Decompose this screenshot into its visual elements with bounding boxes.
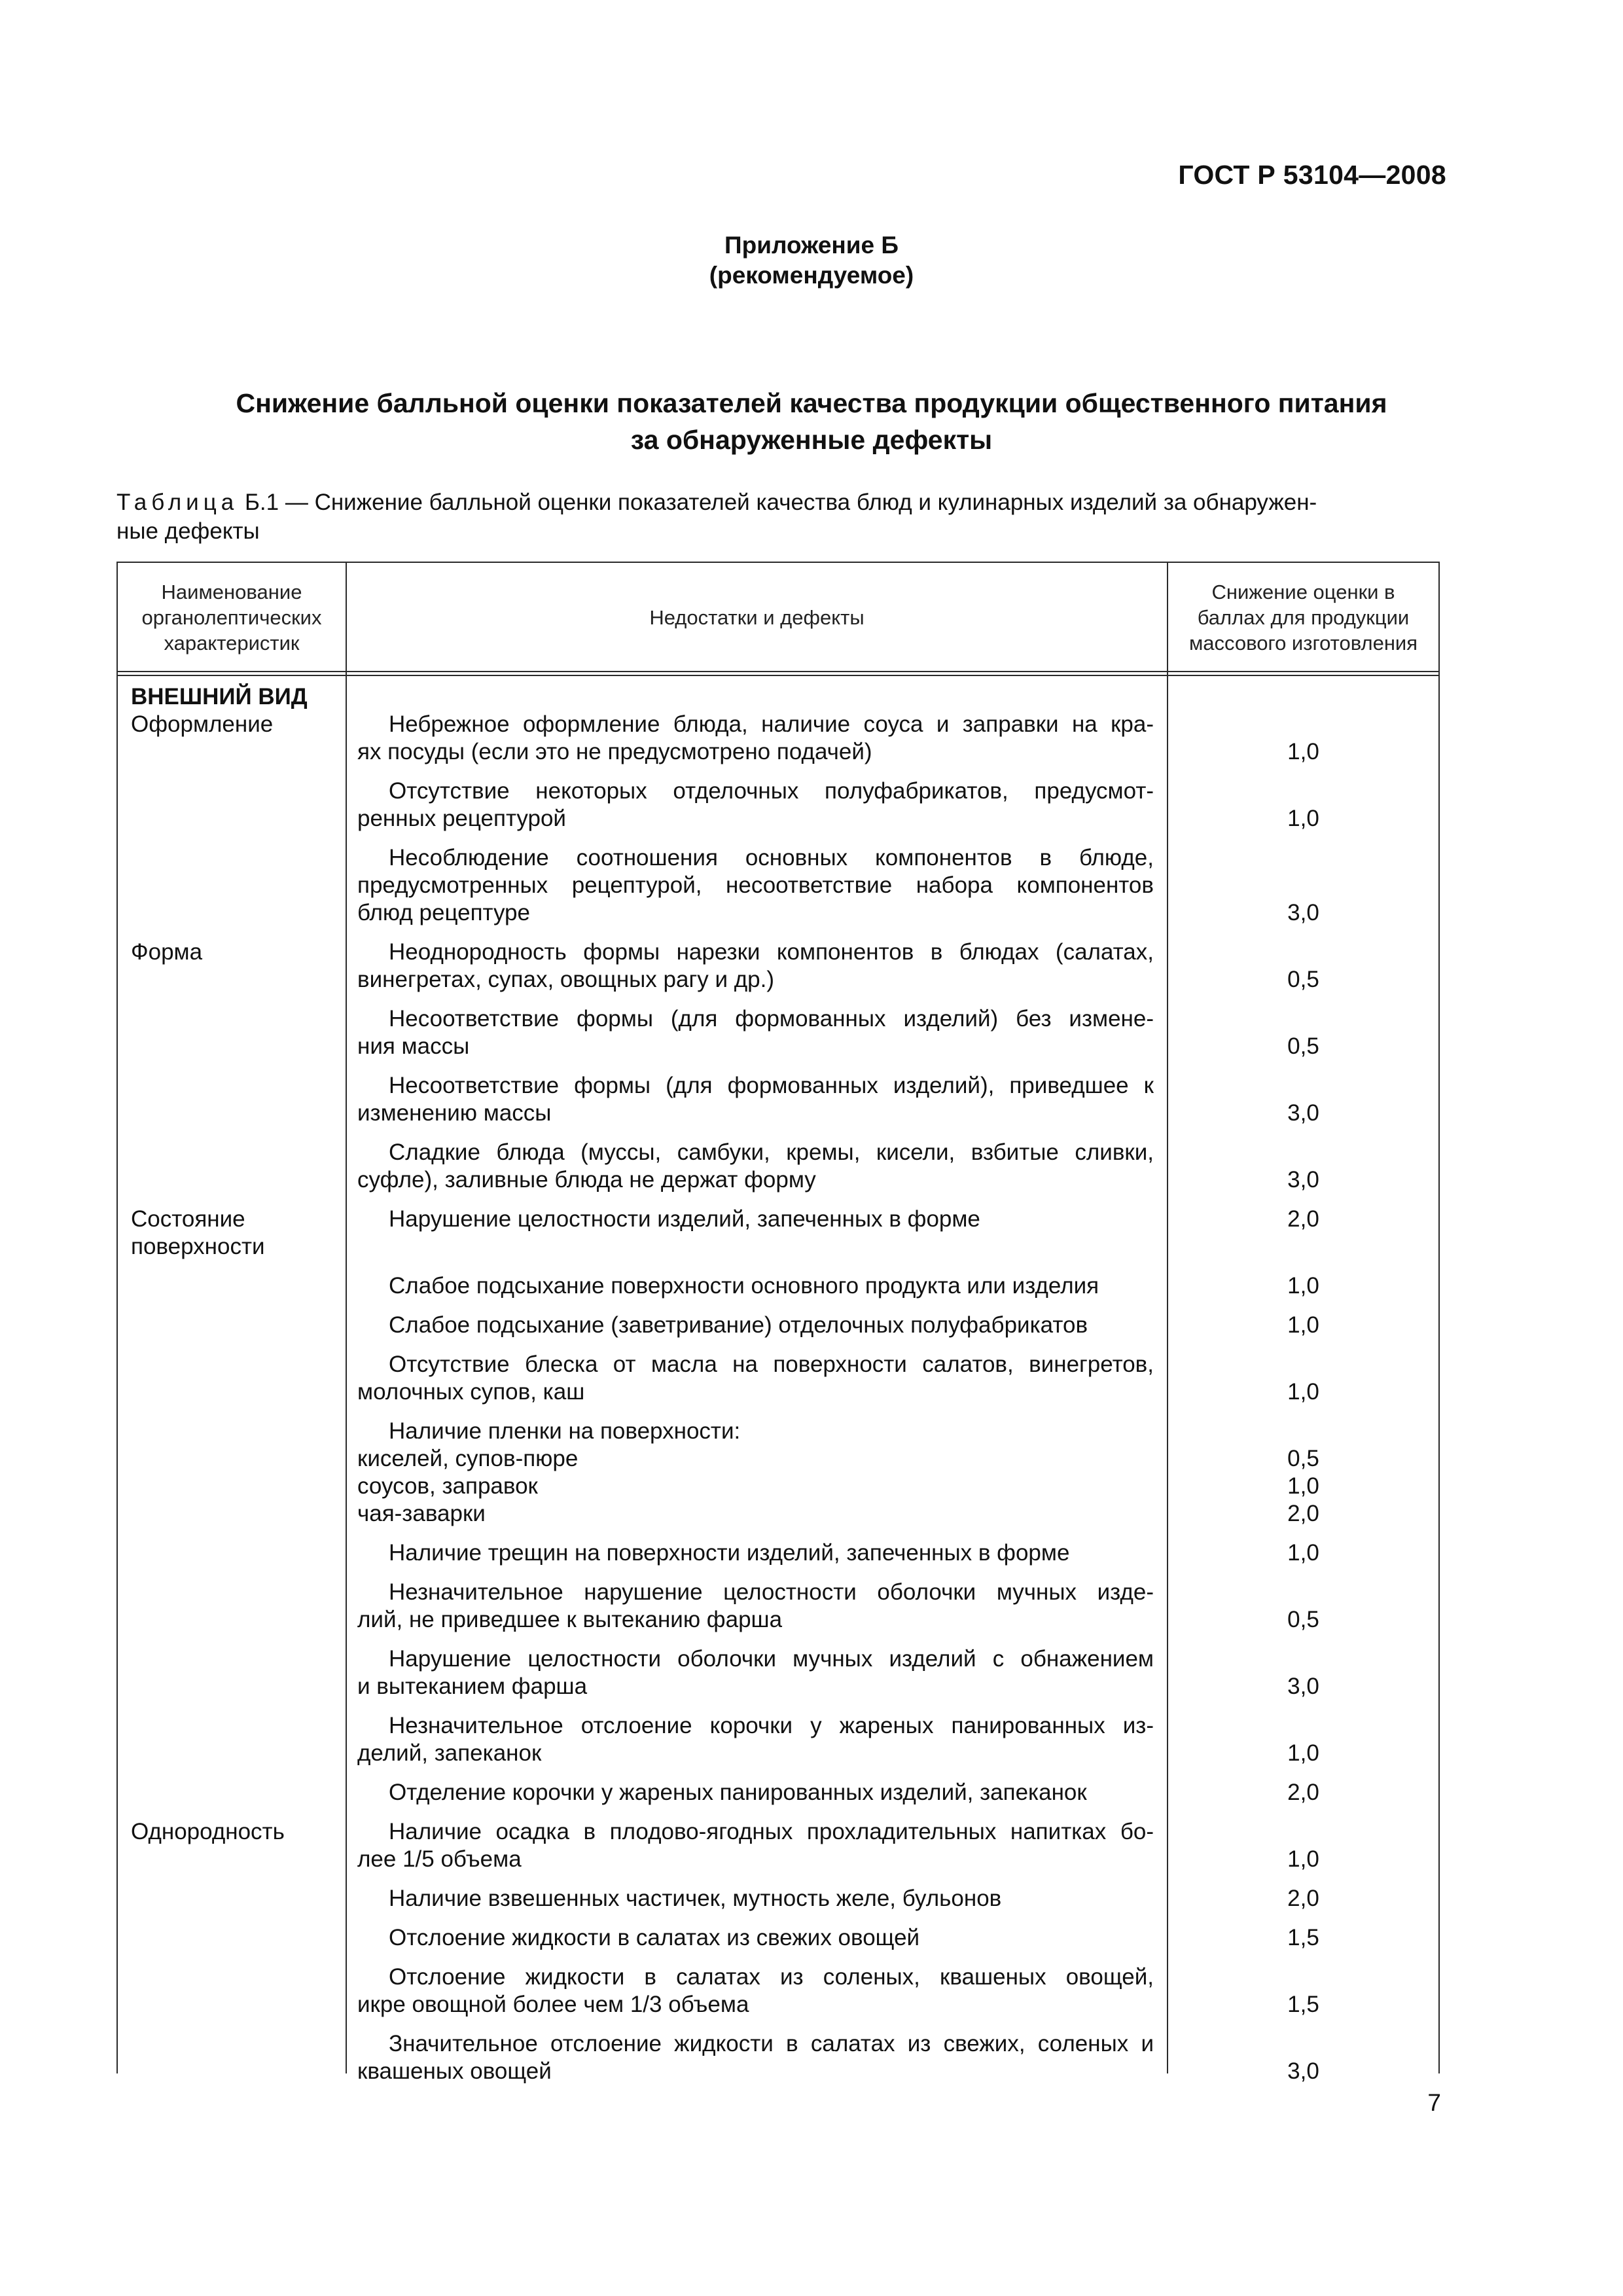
row-defect [346,2030,1167,2085]
row-defect-line: Наличие взвешенных частичек, мутность желе, бульонов [389,1886,1002,1911]
header-score-reduction [1168,562,1438,673]
row-defect-line: Сладкие блюда (муссы, самбуки, кремы, кисели, взбитые сливки, [389,1139,1154,1165]
row-defect-line: Нарушение целостности оболочки мучных изделий с обнажением [389,1646,1154,1672]
row-category [116,2030,346,2085]
appendix-heading [0,230,1623,291]
score-value: 3,0 [1287,1100,1319,1126]
row-score [1167,1885,1440,1912]
row-category [116,1712,346,1767]
score-spacer [1167,1712,1440,1740]
row-defect [346,1418,1167,1528]
table-row [116,1072,1440,1127]
row-score [1167,711,1440,766]
row-defect [346,778,1167,833]
row-category [116,1418,346,1528]
table-row [116,1139,1440,1194]
row-score [1167,1005,1440,1060]
row-defect [346,939,1167,994]
score-value: 2,0 [1287,1886,1319,1911]
row-category-line: Форма [131,939,203,965]
row-defect [346,1579,1167,1634]
row-defect [346,1351,1167,1406]
row-category-line: Состояние [131,1206,245,1232]
score-spacer [1167,1072,1440,1100]
score-value: 1,0 [1287,1740,1319,1766]
row-score [1167,1418,1440,1528]
row-defect-line: Отслоение жидкости в салатах из свежих овощей [389,1925,920,1950]
row-category [116,1818,346,1873]
row-score [1167,2030,1440,2085]
section-row [116,683,1440,711]
score-value: 0,5 [1287,967,1319,992]
row-category [116,1885,346,1912]
row-defect-line: Несоответствие формы (для формованных изделий), приведшее к [389,1073,1154,1098]
row-defect-line: Слабое подсыхание поверхности основного продукта или изделия [389,1273,1099,1299]
table-row [116,1351,1440,1406]
score-value: 1,0 [1287,1379,1319,1405]
row-category [116,1005,346,1060]
row-score [1167,778,1440,833]
score-value: 1,0 [1287,1540,1319,1566]
row-defect-line: и вытеканием фарша [357,1674,588,1699]
row-defect [346,1645,1167,1700]
table-row [116,1272,1440,1300]
table-row [116,1579,1440,1634]
row-defect-line: Значительное отслоение жидкости в салатах из свежих, соленых и [389,2031,1154,2056]
score-value: 2,0 [1287,1206,1319,1232]
table-row [116,1924,1440,1952]
row-defect [346,844,1167,927]
score-spacer [1167,939,1440,966]
table-row [116,778,1440,833]
score-spacer [1167,2030,1440,2058]
score-value [1167,1418,1440,1445]
row-defect-line: лее 1/5 объема [357,1846,522,1872]
row-score [1167,1779,1440,1806]
table-caption-label: Таблица [116,490,239,515]
row-defect [346,1924,1167,1952]
header-characteristics [118,562,346,673]
row-category [116,1272,346,1300]
row-category-line: Оформление [131,711,274,737]
row-score [1167,1579,1440,1634]
row-defect-line: лий, не приведшее к вытеканию фарша [357,1607,783,1632]
row-category-line: поверхности [131,1234,265,1259]
score-spacer [1167,778,1440,805]
row-defect-line: Нарушение целостности изделий, запеченных в форме [389,1206,980,1232]
score-value: 3,0 [1287,1674,1319,1699]
score-value: 1,0 [1287,739,1319,764]
row-defect-line: чая-заварки [357,1501,486,1526]
row-defect-line: суфле), заливные блюда не держат форму [357,1167,816,1193]
row-score [1167,1072,1440,1127]
row-defect-line: Слабое подсыхание (заветривание) отделочных полуфабрикатов [389,1312,1088,1338]
row-defect [346,1005,1167,1060]
row-defect [346,1312,1167,1339]
score-spacer [1167,1645,1440,1673]
table-row [116,1818,1440,1873]
page-title-line-1: Снижение балльной оценки показателей качества продукции общественного питания [236,388,1387,418]
appendix-status: (рекомендуемое) [709,262,914,289]
row-score [1167,1964,1440,2018]
row-defect [346,1072,1167,1127]
row-category [116,1924,346,1952]
row-defect-line: Незначительное отслоение корочки у жареных панированных из- [389,1713,1154,1738]
row-defect-line: Наличие трещин на поверхности изделий, запеченных в форме [389,1540,1070,1566]
row-score [1167,1818,1440,1873]
row-defect [346,1712,1167,1767]
table-row [116,939,1440,994]
table-caption-text: Б.1 — Снижение балльной оценки показателей качества блюд и кулинарных изделий за обнаружен- [238,490,1317,515]
row-defect-line: Несоблюдение соотношения основных компонентов в блюде, [389,845,1154,870]
score-spacer [1167,1005,1440,1033]
table-row [116,2030,1440,2085]
row-score [1167,1206,1440,1261]
row-defect-line: Отделение корочки у жареных панированных изделий, запеканок [389,1780,1087,1805]
section-title: ВНЕШНИЙ ВИД [131,684,308,709]
row-defect-line: Наличие осадка в плодово-ягодных прохладительных напитках бо- [389,1819,1154,1844]
row-defect-line: ях посуды (если это не предусмотрено подачей) [357,739,872,764]
score-value: 3,0 [1287,1167,1319,1193]
score-value: 1,0 [1287,1846,1319,1872]
row-defect-line: квашеных овощей [357,2058,552,2084]
table-row [116,1779,1440,1806]
row-defect [346,1818,1167,1873]
row-defect-line: ния массы [357,1033,470,1059]
header-defects [347,562,1167,673]
row-defect [346,1139,1167,1194]
row-category [116,1579,346,1634]
row-defect [346,1539,1167,1567]
row-defect-line: киселей, супов-пюре [357,1446,579,1471]
table-row [116,844,1440,927]
row-category [116,1206,346,1261]
score-value: 1,5 [1287,1992,1319,2017]
row-defect-line: Небрежное оформление блюда, наличие соуса и заправки на кра- [389,711,1154,737]
table-row [116,1005,1440,1060]
row-defect-line: блюд рецептуре [357,900,530,925]
page-title [0,385,1623,458]
row-score [1167,844,1440,927]
document-code: ГОСТ Р 53104—2008 [1178,160,1446,190]
score-spacer [1167,844,1440,872]
row-defect-line: Отсутствие блеска от масла на поверхности салатов, винегретов, [389,1352,1154,1377]
score-value: 3,0 [1287,900,1319,925]
score-value: 0,5 [1287,1607,1319,1632]
row-score [1167,1351,1440,1406]
row-score [1167,1312,1440,1339]
row-defect [346,1206,1167,1261]
table-row [116,1418,1440,1528]
row-category [116,1964,346,2018]
row-category [116,778,346,833]
page-title-line-2: за обнаруженные дефекты [630,425,993,455]
row-defect-line: ренных рецептурой [357,806,566,831]
table-row [116,1885,1440,1912]
row-score [1167,1645,1440,1700]
header-characteristics-line-2: органолептических [141,605,322,629]
row-category [116,1645,346,1700]
row-score [1167,939,1440,994]
row-defect-line: винегретах, супах, овощных рагу и др.) [357,967,774,992]
header-characteristics-line-1: Наименование [161,580,302,603]
row-score [1167,1924,1440,1952]
score-value: 0,5 [1287,1033,1319,1059]
score-spacer [1167,1139,1440,1166]
table-row [116,711,1440,766]
row-category [116,844,346,927]
row-score [1167,1139,1440,1194]
page-number: 7 [1427,2089,1441,2116]
row-defect-line: соусов, заправок [357,1473,538,1499]
row-defect [346,1885,1167,1912]
score-spacer [1167,1818,1440,1846]
row-defect [346,711,1167,766]
score-value: 0,5 [1287,1446,1319,1471]
row-category [116,939,346,994]
row-category [116,1779,346,1806]
table-row [116,1964,1440,2018]
table-caption-line-2: ные дефекты [116,518,260,544]
row-category [116,1351,346,1406]
row-defect-line: Отслоение жидкости в салатах из соленых, квашеных овощей, [389,1964,1154,1990]
table-header-rule-2 [116,675,1440,676]
table-row [116,1206,1440,1261]
row-category [116,1312,346,1339]
row-score [1167,1272,1440,1300]
table-body [116,683,1440,2097]
row-defect-line: предусмотренных рецептурой, несоответствие набора компонентов [357,872,1154,898]
score-spacer [1167,872,1440,899]
row-defect-line: икре овощной более чем 1/3 объема [357,1992,749,2017]
score-spacer [1167,1351,1440,1378]
row-defect-line: делий, запеканок [357,1740,542,1766]
row-defect [346,1272,1167,1300]
row-defect [346,1779,1167,1806]
score-value: 2,0 [1287,1780,1319,1805]
row-category [116,1072,346,1127]
row-score [1167,1539,1440,1567]
table-row [116,1645,1440,1700]
score-value: 1,5 [1287,1925,1319,1950]
table-row [116,1712,1440,1767]
defects-table [116,562,1440,2084]
row-defect-line: Незначительное нарушение целостности оболочки мучных изде- [389,1579,1154,1605]
row-defect-line: Наличие пленки на поверхности: [389,1418,741,1444]
row-score [1167,1712,1440,1767]
appendix-label: Приложение Б [724,232,899,259]
row-defect [346,1964,1167,2018]
header-score-reduction-line-1: Снижение оценки в [1211,580,1395,603]
row-category [116,1539,346,1567]
header-characteristics-line-3: характеристик [164,631,300,655]
header-defects-label: Недостатки и дефекты [649,605,865,629]
table-row [116,1312,1440,1339]
score-value: 3,0 [1287,2058,1319,2084]
row-category [116,711,346,766]
score-value: 1,0 [1287,1312,1319,1338]
score-value: 2,0 [1287,1501,1319,1526]
header-score-reduction-line-2: баллах для продукции [1197,605,1410,629]
row-category-line: Однородность [131,1819,285,1844]
row-defect-line: молочных супов, каш [357,1379,585,1405]
table-caption [116,488,1445,546]
table-caption-line-1 [116,488,1445,517]
header-score-reduction-line-3: массового изготовления [1188,631,1418,655]
score-spacer [1167,1579,1440,1606]
score-value: 1,0 [1287,1273,1319,1299]
row-defect-line: Несоответствие формы (для формованных изделий) без измене- [389,1006,1154,1031]
table-row [116,1539,1440,1567]
row-category [116,1139,346,1194]
row-defect-line: Отсутствие некоторых отделочных полуфабрикатов, предусмот- [389,778,1154,804]
score-spacer [1167,711,1440,738]
row-defect-line: изменению массы [357,1100,552,1126]
score-spacer [1167,1964,1440,1991]
score-value: 1,0 [1287,806,1319,831]
row-defect-line: Неоднородность формы нарезки компонентов в блюдах (салатах, [389,939,1154,965]
score-value: 1,0 [1287,1473,1319,1499]
